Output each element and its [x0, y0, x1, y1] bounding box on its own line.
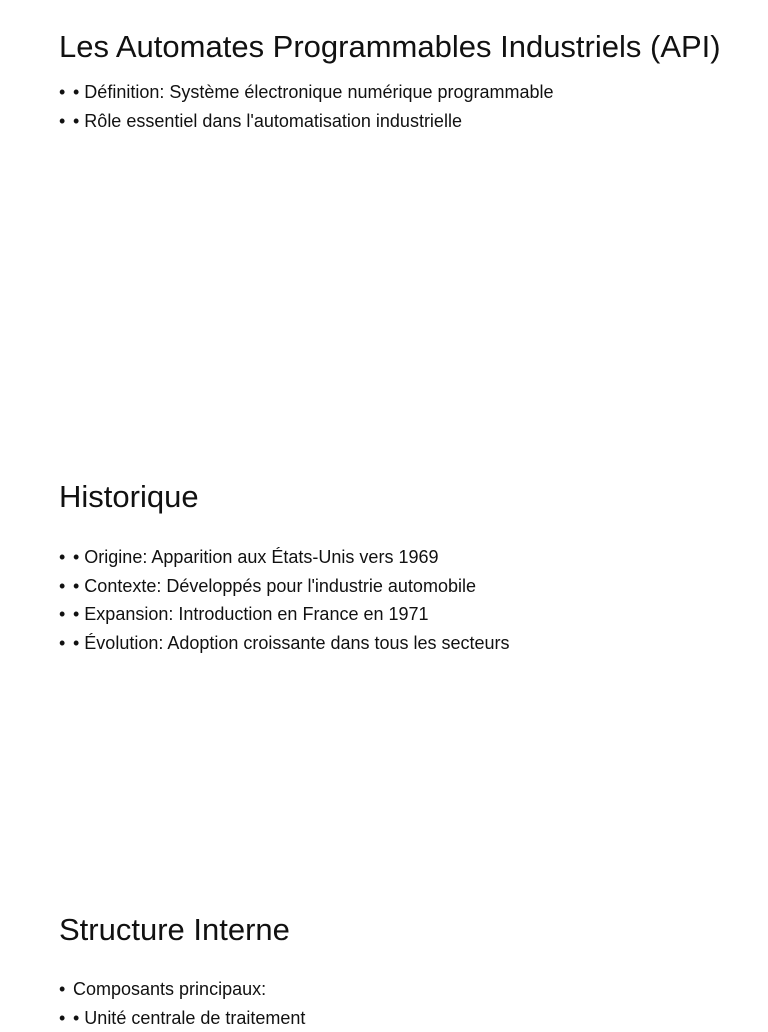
- list-item: [59, 78, 739, 107]
- bullet-icon: •: [59, 575, 66, 596]
- list-item-text: • Contexte: Développés pour l'industrie automobile: [73, 575, 476, 596]
- list-item: [59, 543, 739, 572]
- list-item-text: • Évolution: Adoption croissante dans tous les secteurs: [73, 633, 510, 654]
- list-item-text: • Origine: Apparition aux États-Unis vers 1969: [73, 547, 439, 567]
- bullet-icon: •: [59, 979, 66, 999]
- list-item-text: • Définition: Système électronique numérique programmable: [73, 82, 554, 102]
- bullet-list: [59, 975, 739, 1032]
- list-item: [59, 975, 739, 1004]
- bullet-icon: •: [59, 82, 66, 102]
- list-item: [59, 107, 739, 136]
- list-item-text: • Rôle essentiel dans l'automatisation industrielle: [73, 110, 462, 131]
- bullet-icon: •: [59, 633, 66, 654]
- list-item: [59, 600, 739, 629]
- bullet-list: [59, 78, 739, 135]
- list-item-text: Composants principaux:: [73, 979, 267, 999]
- bullet-list: [59, 543, 739, 658]
- list-item-text: • Expansion: Introduction en France en 1971: [73, 604, 429, 625]
- slide-title: Historique: [59, 479, 199, 514]
- slide-intro: [59, 29, 739, 135]
- bullet-icon: •: [59, 604, 66, 625]
- bullet-icon: •: [59, 110, 66, 131]
- slide-historique: [59, 479, 739, 658]
- slide-structure-interne: [59, 912, 739, 1032]
- bullet-icon: •: [59, 547, 66, 567]
- bullet-icon: •: [59, 1007, 66, 1028]
- slide-title: Structure Interne: [59, 912, 290, 947]
- list-item: [59, 1004, 739, 1032]
- list-item-text: • Unité centrale de traitement: [73, 1007, 306, 1028]
- slide-title: Les Automates Programmables Industriels (API): [59, 29, 721, 64]
- list-item: [59, 629, 739, 658]
- list-item: [59, 572, 739, 601]
